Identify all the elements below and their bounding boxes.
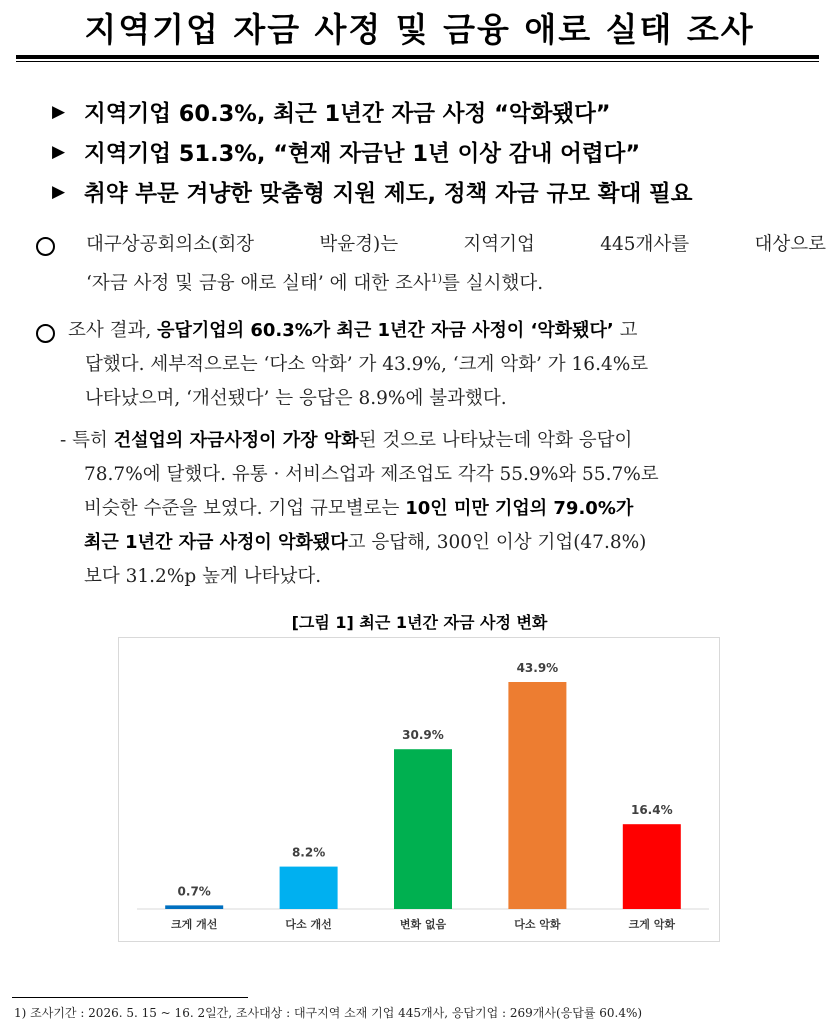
data-label: 8.2% bbox=[291, 845, 326, 860]
text-run: 를 실시했다. bbox=[442, 273, 544, 295]
bar-chart bbox=[118, 637, 720, 942]
data-label: 30.9% bbox=[402, 728, 444, 743]
headline-item bbox=[52, 132, 822, 172]
text-run: 조사 결과, bbox=[68, 320, 158, 341]
bold-text: 최근 1년간 자금 사정이 악화됐다 bbox=[84, 532, 348, 553]
headline-text: 지역기업 60.3%, 최근 1년간 자금 사정 “악화됐다” bbox=[84, 101, 611, 127]
paragraph-line bbox=[86, 228, 826, 262]
category-label: 다소 개선 bbox=[285, 918, 332, 931]
text-run: 고 응답해, 300인 이상 기업(47.8%) bbox=[347, 532, 647, 553]
category-label: 크게 악화 bbox=[628, 918, 675, 931]
paragraph-line bbox=[60, 424, 830, 458]
paragraph-line: 답했다. 세부적으로는 ‘다소 악화’ 가 43.9%, ‘크게 악화’ 가 16.4%로 bbox=[85, 354, 649, 375]
bar-5 bbox=[623, 824, 681, 909]
category-label: 다소 악화 bbox=[514, 918, 561, 931]
circle-bullet-icon bbox=[36, 324, 55, 343]
text-run: ‘자금 사정 및 금융 애로 실태’ 에 대한 조사 bbox=[86, 273, 431, 295]
bar-2 bbox=[280, 867, 338, 909]
triangle-right-icon: ▶ bbox=[52, 102, 66, 122]
paragraph-line bbox=[86, 262, 826, 301]
bold-text: 응답기업의 60.3%가 최근 1년간 자금 사정이 ‘악화됐다’ bbox=[157, 320, 614, 341]
headline-text: 취약 부문 겨냥한 맞춤형 지원 제도, 정책 자금 규모 확대 필요 bbox=[84, 181, 693, 207]
title-rule-thick bbox=[16, 55, 819, 59]
headline-item bbox=[52, 92, 822, 132]
triangle-right-icon: ▶ bbox=[52, 182, 66, 202]
bar-4 bbox=[508, 682, 566, 909]
data-label: 43.9% bbox=[516, 661, 559, 675]
figure-title: [그림 1] 최근 1년간 자금 사정 변화 bbox=[291, 613, 548, 632]
word: 지역기업 bbox=[463, 234, 535, 255]
chart-svg bbox=[119, 638, 719, 941]
headline-list bbox=[52, 92, 822, 212]
data-label: 16.4% bbox=[630, 803, 673, 818]
category-label: 변화 없음 bbox=[399, 918, 447, 931]
word: 대상으로 bbox=[754, 234, 826, 255]
paragraph-line bbox=[60, 526, 830, 560]
paragraph-line: 나타났으며, ‘개선됐다’ 는 응답은 8.9%에 불과했다. bbox=[85, 388, 507, 409]
footnote: 1) 조사기간 : 2026. 5. 15 ~ 16. 2일간, 조사대상 : 대구지역 소재 기업 445개사, 응답기업 : 269개사(응답률 60.4%) bbox=[14, 1006, 643, 1020]
paragraph-results bbox=[68, 314, 828, 416]
circle-bullet-icon bbox=[36, 237, 55, 256]
word: 대구상공회의소(회장 bbox=[86, 234, 255, 255]
paragraph-line: 78.7%에 달했다. 유통 · 서비스업과 제조업도 각각 55.9%와 55.7%로 bbox=[84, 464, 659, 485]
word: 445개사를 bbox=[600, 234, 690, 255]
title-rule-thin bbox=[16, 61, 819, 62]
paragraph-line: 보다 31.2%p 높게 나타났다. bbox=[84, 566, 322, 587]
headline-text: 지역기업 51.3%, “현재 자금난 1년 이상 감내 어렵다” bbox=[84, 141, 641, 167]
headline-item bbox=[52, 172, 822, 212]
footnote-ref: 1) bbox=[430, 272, 443, 285]
paragraph-intro bbox=[86, 228, 826, 301]
text-run: 비슷한 수준을 보였다. 기업 규모별로는 bbox=[84, 498, 406, 519]
bold-text: 건설업의 자금사정이 가장 악화 bbox=[113, 430, 359, 451]
category-label: 크게 개선 bbox=[171, 918, 218, 931]
triangle-right-icon: ▶ bbox=[52, 142, 66, 162]
paragraph-detail bbox=[60, 424, 830, 594]
text-run: 고 bbox=[613, 320, 638, 341]
paragraph-line bbox=[68, 314, 828, 348]
word: 박윤경)는 bbox=[319, 234, 399, 255]
bar-1 bbox=[165, 905, 223, 909]
text-run: 된 것으로 나타났는데 악화 응답이 bbox=[358, 430, 633, 451]
text-run: - 특히 bbox=[60, 430, 114, 451]
paragraph-line bbox=[60, 492, 830, 526]
bar-3 bbox=[394, 749, 452, 909]
page-title: 지역기업 자금 사정 및 금융 애로 실태 조사 bbox=[84, 10, 755, 49]
footnote-rule bbox=[12, 997, 248, 998]
bold-text: 10인 미만 기업의 79.0%가 bbox=[405, 498, 634, 519]
data-label: 0.7% bbox=[177, 884, 211, 899]
